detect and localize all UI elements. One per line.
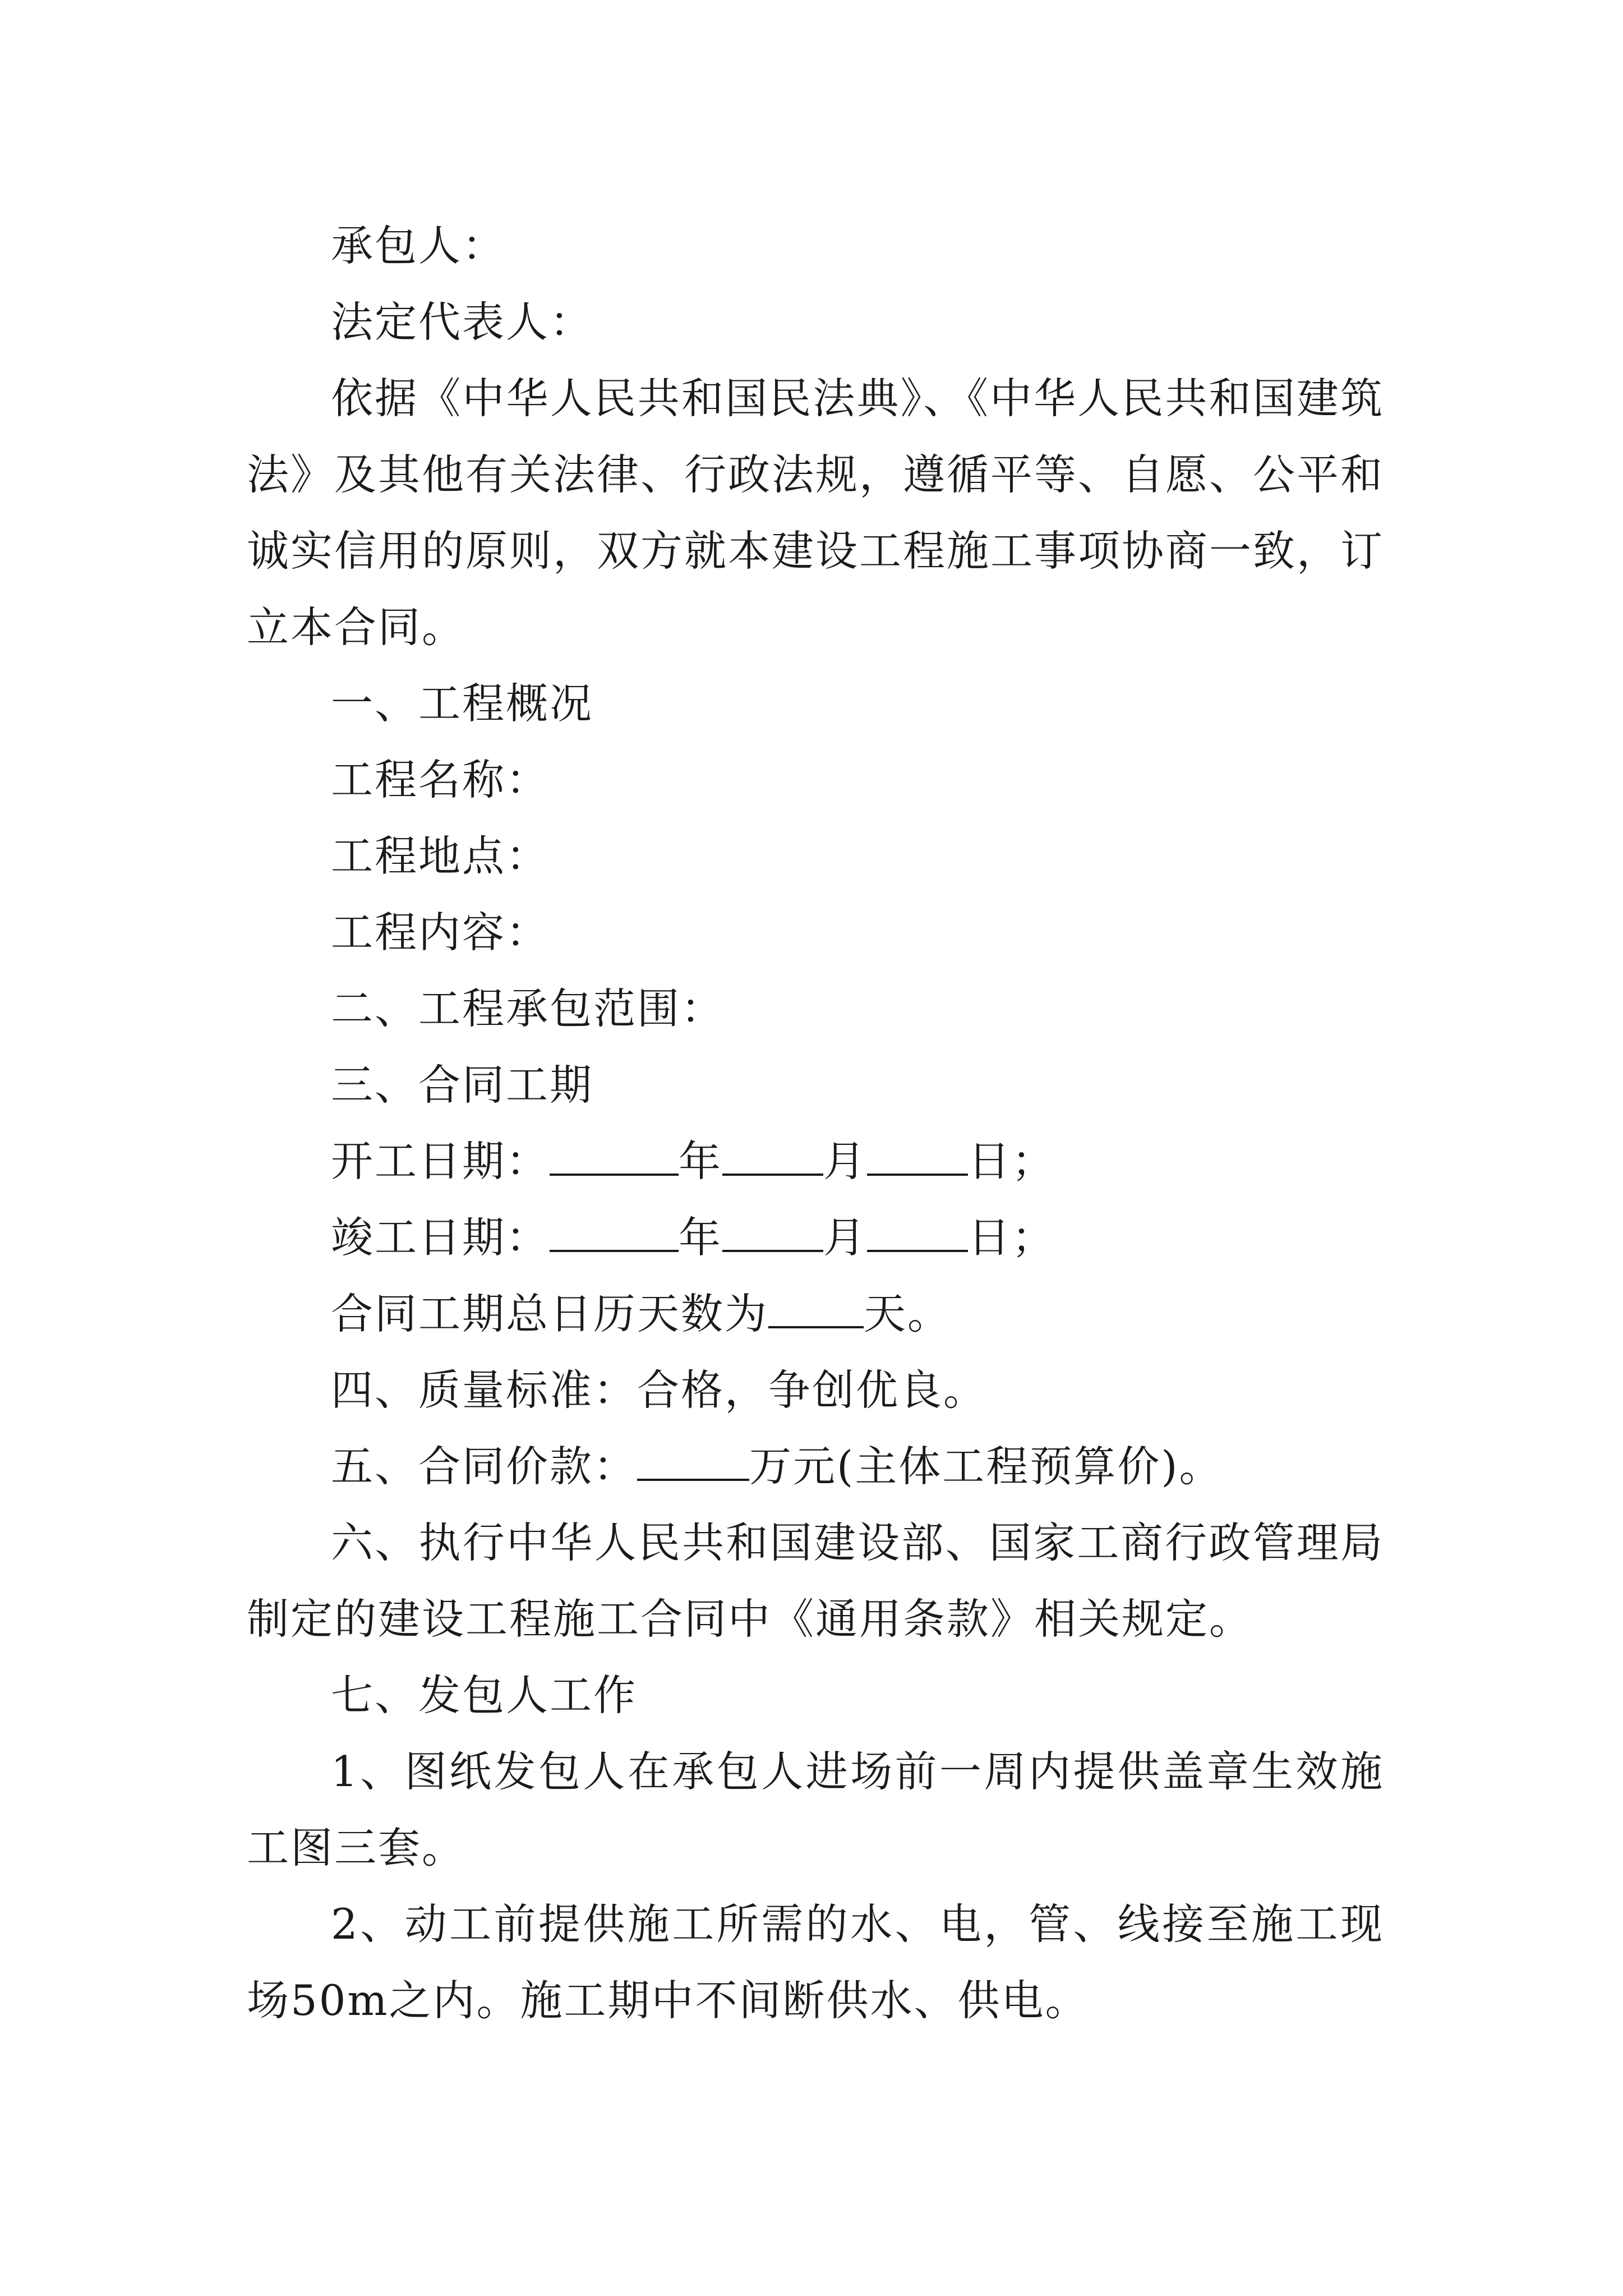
- project-location-line: 工程地点：: [331, 831, 550, 881]
- start-year-blank[interactable]: [550, 1139, 679, 1176]
- contract-price-suffix: 万元(主体工程预算价)。: [749, 1442, 1223, 1491]
- section-heading-scope: 二、工程承包范围：: [331, 984, 725, 1033]
- end-year-unit: 年: [679, 1213, 723, 1262]
- employer-duty-drawings: 1、图纸发包人在承包人进场前一周内提供盖章生效施工图三套。: [247, 1747, 1384, 1872]
- start-month-unit: 月: [823, 1137, 868, 1186]
- start-month-blank[interactable]: [722, 1139, 823, 1176]
- contract-price-blank[interactable]: [637, 1444, 749, 1481]
- end-month-blank[interactable]: [722, 1215, 823, 1252]
- end-date-label: 竣工日期：: [331, 1213, 550, 1262]
- section-heading-quality: 四、质量标准：合格，争创优良。: [331, 1365, 988, 1415]
- contractor-line: 承包人：: [331, 221, 506, 270]
- total-days-blank[interactable]: [768, 1291, 864, 1328]
- end-year-blank[interactable]: [550, 1215, 679, 1252]
- legal-representative-line: 法定代表人：: [331, 297, 594, 347]
- start-date-line: [247, 1123, 1384, 1199]
- contract-price-line: [247, 1428, 1384, 1504]
- total-days-prefix: 合同工期总日历天数为: [331, 1289, 769, 1338]
- section-heading-employer-duties: 七、发包人工作: [331, 1671, 638, 1720]
- start-day-unit: 日；: [968, 1137, 1056, 1186]
- preamble-paragraph: 依据《中华人民共和国民法典》、《中华人民共和国建筑法》及其他有关法律、行政法规，遵循平等、自愿、公平和诚实信用的原则，双方就本建设工程施工事项协商一致，订立本合同。: [247, 374, 1385, 652]
- end-date-line: [247, 1199, 1384, 1276]
- contract-body: [247, 208, 1384, 2039]
- start-day-blank[interactable]: [867, 1139, 968, 1176]
- start-year-unit: 年: [679, 1137, 723, 1186]
- total-days-suffix: 天。: [864, 1289, 952, 1338]
- project-content-line: 工程内容：: [331, 908, 550, 957]
- total-days-line: [247, 1276, 1384, 1352]
- section-heading-duration: 三、合同工期: [331, 1060, 594, 1110]
- employer-duty-utilities: 2、动工前提供施工所需的水、电，管、线接至施工现场50m之内。施工期中不间断供水、供电。: [247, 1899, 1384, 2025]
- end-day-blank[interactable]: [867, 1215, 968, 1252]
- contract-price-prefix: 五、合同价款：: [331, 1442, 638, 1491]
- start-date-label: 开工日期：: [331, 1137, 550, 1186]
- end-day-unit: 日；: [968, 1213, 1056, 1262]
- end-month-unit: 月: [823, 1213, 868, 1262]
- section-heading-overview: 一、工程概况: [331, 679, 594, 728]
- project-name-line: 工程名称：: [331, 755, 550, 804]
- section-general-terms: 六、执行中华人民共和国建设部、国家工商行政管理局制定的建设工程施工合同中《通用条款》相关规定。: [247, 1518, 1384, 1644]
